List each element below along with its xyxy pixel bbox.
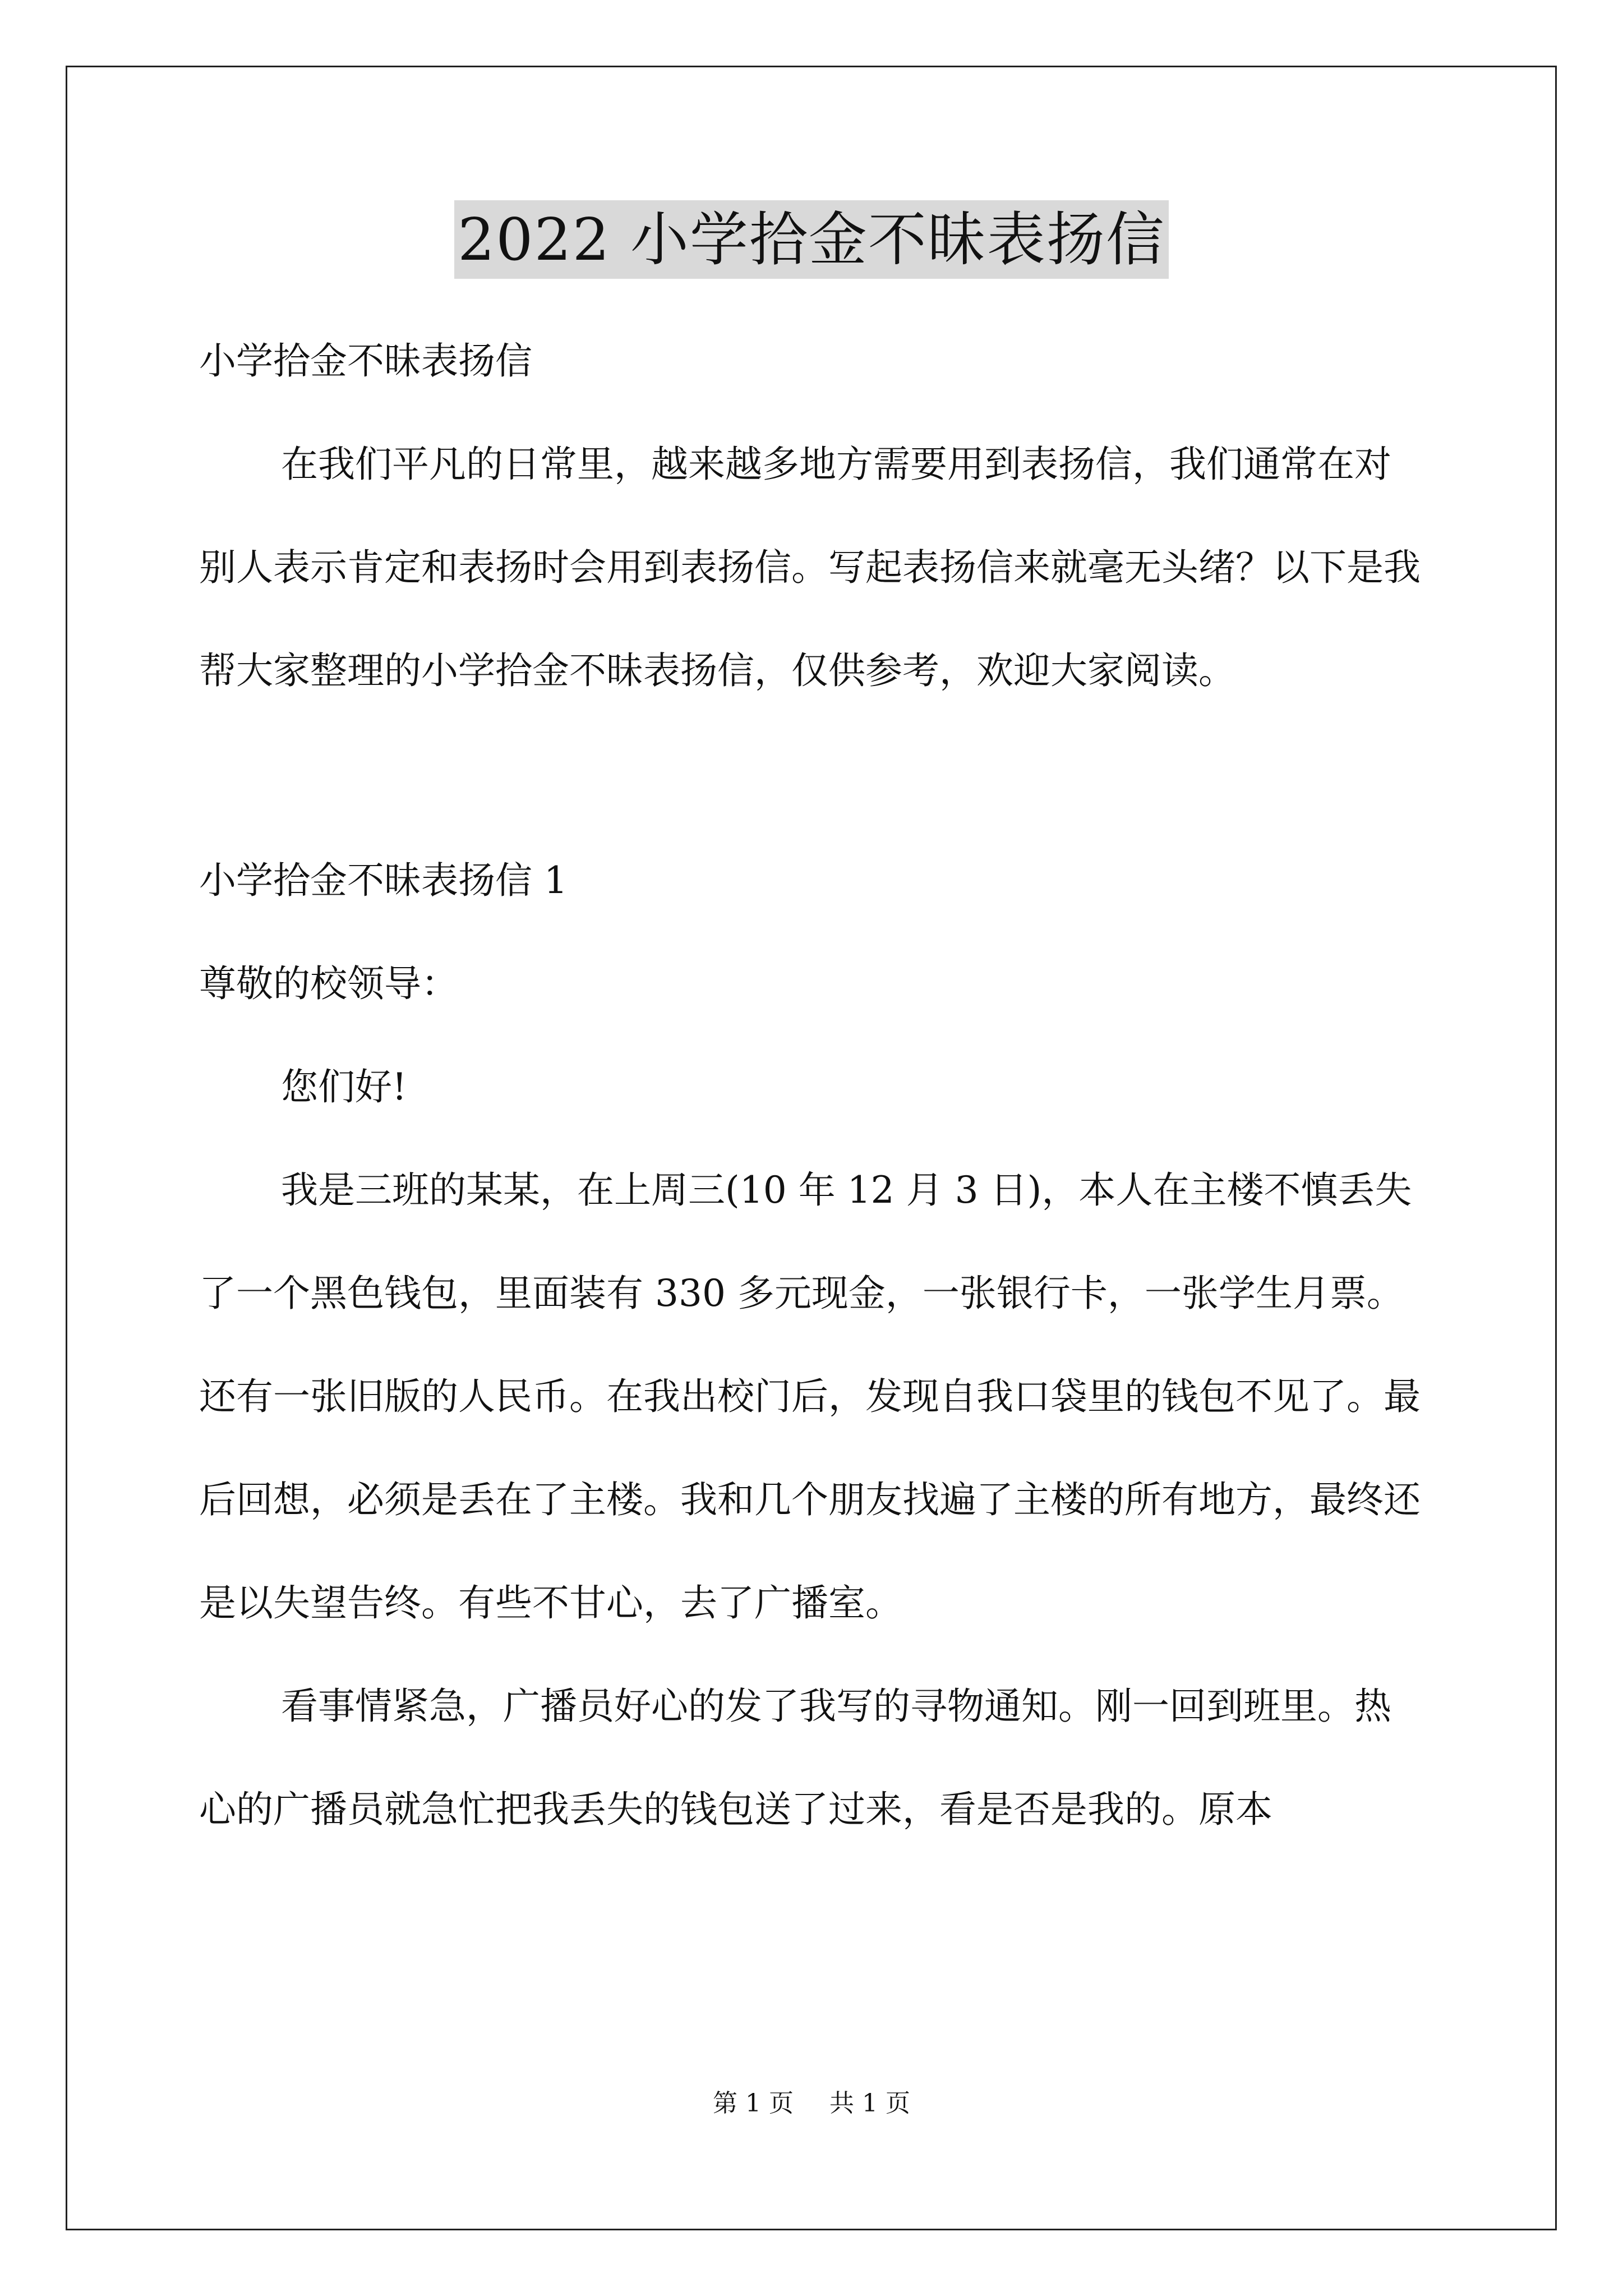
page-number: 第 1 页	[713, 2089, 794, 2118]
section-heading: 小学拾金不昧表扬信 1	[199, 859, 568, 902]
document-title: 2022 小学拾金不昧表扬信	[454, 200, 1169, 279]
title-container	[0, 200, 1623, 279]
salutation: 尊敬的校领导：	[199, 962, 458, 1005]
document-body	[199, 310, 1427, 1861]
section-spacer	[199, 723, 1427, 829]
greeting: 您们好!	[281, 1065, 407, 1108]
page-total: 共 1 页	[829, 2089, 910, 2118]
subtitle: 小学拾金不昧表扬信	[199, 339, 532, 383]
intro-paragraph: 在我们平凡的日常里，越来越多地方需要用到表扬信，我们通常在对别人表示肯定和表扬时会用到表扬信。写起表扬信来就毫无头绪？以下是我帮大家整理的小学拾金不昧表扬信，仅供参考，欢迎大家阅读。	[199, 443, 1421, 692]
body-paragraph-2: 看事情紧急，广播员好心的发了我写的寻物通知。刚一回到班里。热心的广播员就急忙把我丢失的钱包送了过来，看是否是我的。原本	[199, 1685, 1391, 1831]
body-paragraph-1: 我是三班的某某，在上周三(10 年 12 月 3 日)，本人在主楼不慎丢失了一个黑色钱包，里面装有 330 多元现金，一张银行卡，一张学生月票。还有一张旧版的人民币。在我出校门后，发现自我口袋里的钱包不见了。最后回想，必须是丢在了主楼。我和几个朋友找遍了主楼的所有地方，最终还是以失望告终。有些不甘心，去了广播室。	[199, 1168, 1421, 1625]
page-footer	[0, 2087, 1623, 2120]
